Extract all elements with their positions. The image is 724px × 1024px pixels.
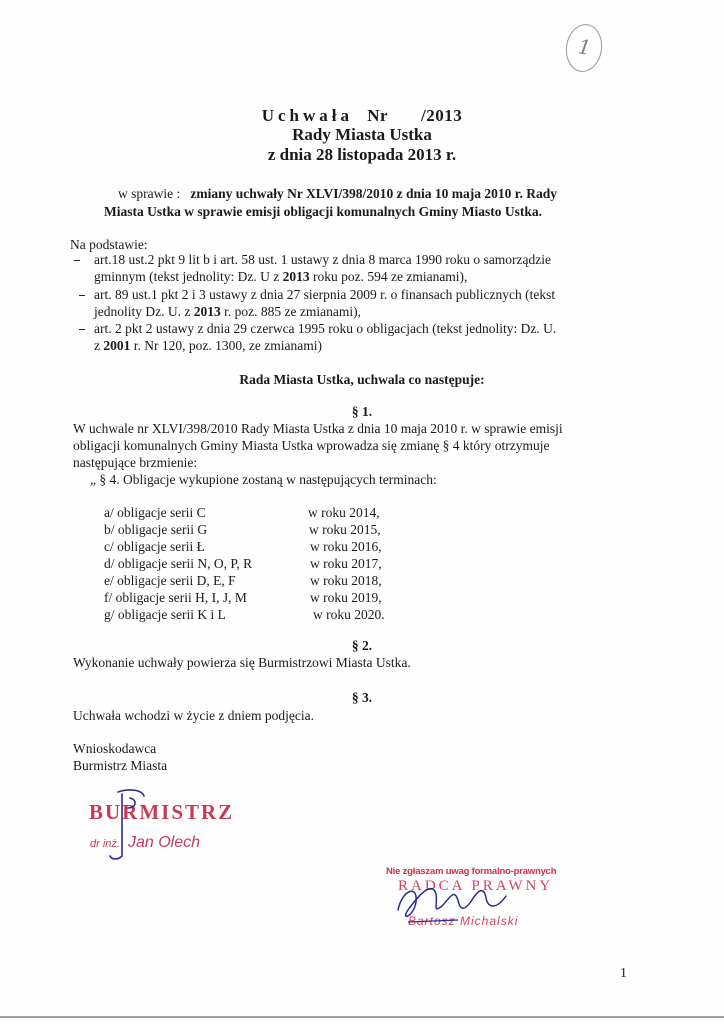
section-1-line-1: W uchwale nr XLVI/398/2010 Rady Miasta Ustka z dnia 10 maja 2010 r. w sprawie emisji [73, 421, 563, 436]
basis-item-3-line-1: art. 2 pkt 2 ustawy z dnia 29 czerwca 1995 roku o obligacjach (tekst jednolity: Dz. U. [94, 321, 557, 336]
subject-prefix: w sprawie : [118, 186, 181, 201]
council-name: Rady Miasta Ustka [292, 125, 432, 144]
basis-item-3-line-2: z 2001 r. Nr 120, poz. 1300, ze zmianami) [94, 338, 322, 353]
page-mark: 1 [576, 34, 593, 60]
basis-item-1-line-1: art.18 ust.2 pkt 9 lit b i art. 58 ust. 1 ustawy z dnia 8 marca 1990 roku o samorządzie [94, 252, 552, 267]
page-number: 1 [620, 966, 627, 981]
resolution-number: /2013 [421, 106, 463, 125]
resolution-date: z dnia 28 listopada 2013 r. [267, 145, 457, 164]
section-2-text: Wykonanie uchwały powierza się Burmistrzowi Miasta Ustka. [73, 655, 411, 670]
page-edge-line [0, 1016, 724, 1018]
bullet-dash [79, 295, 85, 296]
basis-item-1-line-2: gminnym (tekst jednolity: Dz. U z 2013 roku poz. 594 ze zmianami), [94, 269, 468, 284]
basis-item-3-year: 2001 [103, 338, 131, 353]
subject-bold-2: Miasta Ustka w sprawie emisji obligacji komunalnych Gminy Miasto Ustka. [104, 204, 543, 219]
resolution-intro: Rada Miasta Ustka, uchwala co następuje: [239, 372, 485, 387]
section-1-quote: „ § 4. Obligacje wykupione zostaną w następujących terminach: [90, 472, 437, 487]
subject-line [118, 185, 557, 202]
schedule-label: g/ obligacje serii K i L [104, 607, 226, 622]
schedule-label: e/ obligacje serii D, E, F [104, 573, 236, 588]
schedule-year: w roku 2015, [309, 522, 381, 537]
basis-label: Na podstawie: [70, 237, 148, 252]
schedule-year: w roku 2016, [310, 539, 382, 554]
legal-stamp-name: Bartosz Michalski [408, 914, 519, 928]
legal-stamp-note: Nie zgłaszam uwag formalno-prawnych [386, 866, 557, 877]
schedule-year: w roku 2017, [310, 556, 382, 571]
schedule-year: w roku 2019, [310, 590, 382, 605]
page-mark-circle [563, 22, 605, 75]
schedule-label: b/ obligacje serii G [104, 522, 208, 537]
resolution-title [0, 106, 724, 126]
basis-item-2-line-2: jednolity Dz. U. z 2013 r. poz. 885 ze zmianami), [94, 304, 361, 319]
bullet-dash [74, 260, 80, 261]
schedule-year: w roku 2014, [308, 505, 380, 520]
legal-stamp-title: RADCA PRAWNY [398, 878, 554, 894]
applicant-line-2: Burmistrz Miasta [73, 758, 168, 773]
mayor-signature [100, 786, 160, 866]
section-1-heading: § 1. [351, 404, 373, 419]
subject-bold-1: zmiany uchwały Nr XLVI/398/2010 z dnia 10 maja 2010 r. Rady [190, 186, 558, 201]
section-1-line-2: obligacji komunalnych Gminy Miasta Ustka wprowadza się zmianę § 4 który otrzymuje [73, 438, 550, 453]
schedule-label: c/ obligacje serii Ł [104, 539, 205, 554]
schedule-year: w roku 2020. [313, 607, 385, 622]
section-3-heading: § 3. [351, 690, 373, 705]
schedule-label: f/ obligacje serii H, I, J, M [104, 590, 247, 605]
section-2-heading: § 2. [351, 638, 373, 653]
schedule-year: w roku 2018, [310, 573, 382, 588]
resolution-nr-label: Nr [367, 106, 388, 125]
section-3-text: Uchwała wchodzi w życie z dniem podjęcia. [73, 708, 315, 723]
section-1-line-3: następujące brzmienie: [73, 455, 198, 470]
basis-item-2-year: 2013 [193, 304, 221, 319]
legal-signature [388, 870, 538, 930]
resolution-word: Uchwała [261, 106, 354, 125]
mayor-stamp-title: BURMISTRZ [89, 800, 235, 824]
basis-item-1-year: 2013 [282, 269, 310, 284]
mayor-stamp-name: dr inż. Jan Olech [90, 834, 201, 851]
applicant-line-1: Wnioskodawca [73, 741, 157, 756]
schedule-label: d/ obligacje serii N, O, P, R [104, 556, 253, 571]
bullet-dash [79, 329, 85, 330]
basis-item-2-line-1: art. 89 ust.1 pkt 2 i 3 ustawy z dnia 27 sierpnia 2009 r. o finansach publicznych (tekst [94, 287, 556, 302]
schedule-label: a/ obligacje serii C [104, 505, 206, 520]
